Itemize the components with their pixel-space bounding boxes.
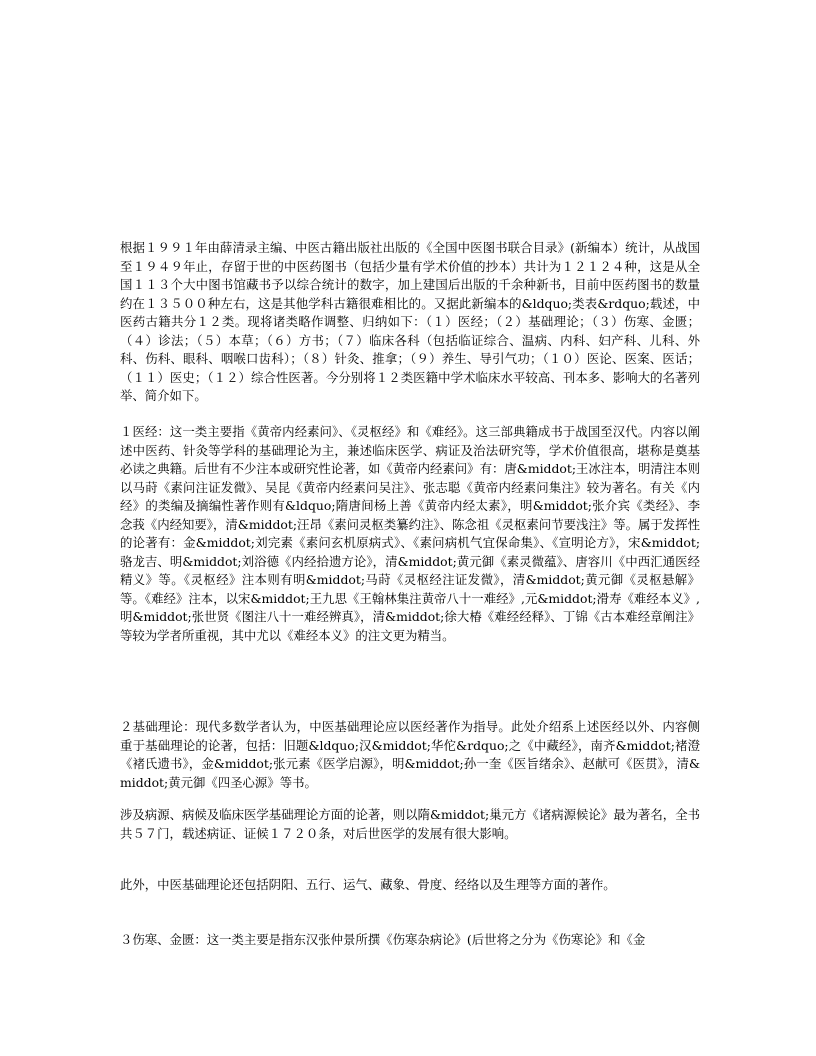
basic-theory-paragraph: ２基础理论：现代多数学者认为，中医基础理论应以医经著作为指导。此处介绍系上述医经以外、内容侧重于基础理论的论著，包括：旧题&ldquo;汉&middot;华佗&rdquo;之《中藏经》，南齐&middot;褚澄《褚氏遗书》，金&middot;张元素《医学启源》，明&middot;孙一奎《医旨绪余》、赵献可《医贯》，清&middot;黄元御《四圣心源》等书。 [120,719,700,790]
pathology-paragraph: 涉及病源、病候及临床医学基础理论方面的论著，则以隋&middot;巢元方《诸病源候论》最为著名，全书共５７门，载述病证、证候１７２０条，对后世医学的发展有很大影响。 [120,807,700,841]
cold-damage-paragraph: ３伤寒、金匮：这一类主要是指东汉张仲景所撰《伤寒杂病论》(后世将之分为《伤寒论》和《金 [120,932,646,947]
intro-paragraph: 根据１９９１年由薛清录主编、中医古籍出版社出版的《全国中医图书联合目录》(新编本）统计，从战国至１９４９年止，存留于世的中医药图书（包括少量有学术价值的抄本）共计为１２１２４种，这是从全国１１３个大中图书馆藏书予以综合统计的数字，加上建国后出版的千余种新书，目前中医药图书的数量约在１３５００种左右，这是其他学科古籍很难相比的。又据此新编本的&ldquo;类表&rdquo;载述，中医药古籍共分１２类。现将诸类略作调整、归纳如下：（１）医经；（２）基础理论；（３）伤寒、金匮；（４）诊法；（５）本草；（６）方书；（７）临床各科（包括临证综合、温病、内科、妇产科、儿科、外科、伤科、眼科、咽喉口齿科）；（８）针灸、推拿；（９）养生、导引气功；（１０）医论、医案、医话；（１１）医史；（１２）综合性医著。今分别将１２类医籍中学术临床水平较高、刊本多、影响大的名著列举、简介如下。 [120,240,700,403]
medical-classics-paragraph: １医经：这一类主要指《黄帝内经素问》、《灵枢经》和《难经》。这三部典籍成书于战国至汉代。内容以阐述中医药、针灸等学科的基础理论为主，兼述临床医学、病证及治法研究等，学术价值很高，堪称是奠基必读之典籍。后世有不少注本或研究性论著，如《黄帝内经素问》有：唐&middot;王冰注本，明清注本则以马莳《素问注证发微》、吴昆《黄帝内经素问吴注》、张志聪《黄帝内经素问集注》较为著名。有关《内经》的类编及摘编性著作则有&ldquo;隋唐间杨上善《黄帝内经太素》，明&middot;张介宾《类经》、李念莪《内经知要》，清&middot;汪昂《素问灵枢类纂约注》、陈念祖《灵枢素问节要浅注》等。属于发挥性的论著有：金&middot;刘完素《素问玄机原病式》、《素问病机气宜保命集》、《宣明论方》，宋&middot;骆龙吉、明&middot;刘浴德《内经拾遗方论》，清&middot;黄元御《素灵微蕴》、唐容川《中西汇通医经精义》等。《灵枢经》注本则有明&middot;马莳《灵枢经注证发微》，清&middot;黄元御《灵枢悬解》等。《难经》注本，以宋&middot;王九思《王翰林集注黄帝八十一难经》,元&middot;滑寿《难经本义》,明&middot;张世贤《图注八十一难经辨真》，清&middot;徐大椿《难经经释》、丁锦《古本难经章阐注》等较为学者所重视，其中尤以《难经本义》的注文更为精当。 [120,424,700,643]
other-theory-paragraph: 此外，中医基础理论还包括阴阳、五行、运气、藏象、骨度、经络以及生理等方面的著作。 [120,877,616,892]
